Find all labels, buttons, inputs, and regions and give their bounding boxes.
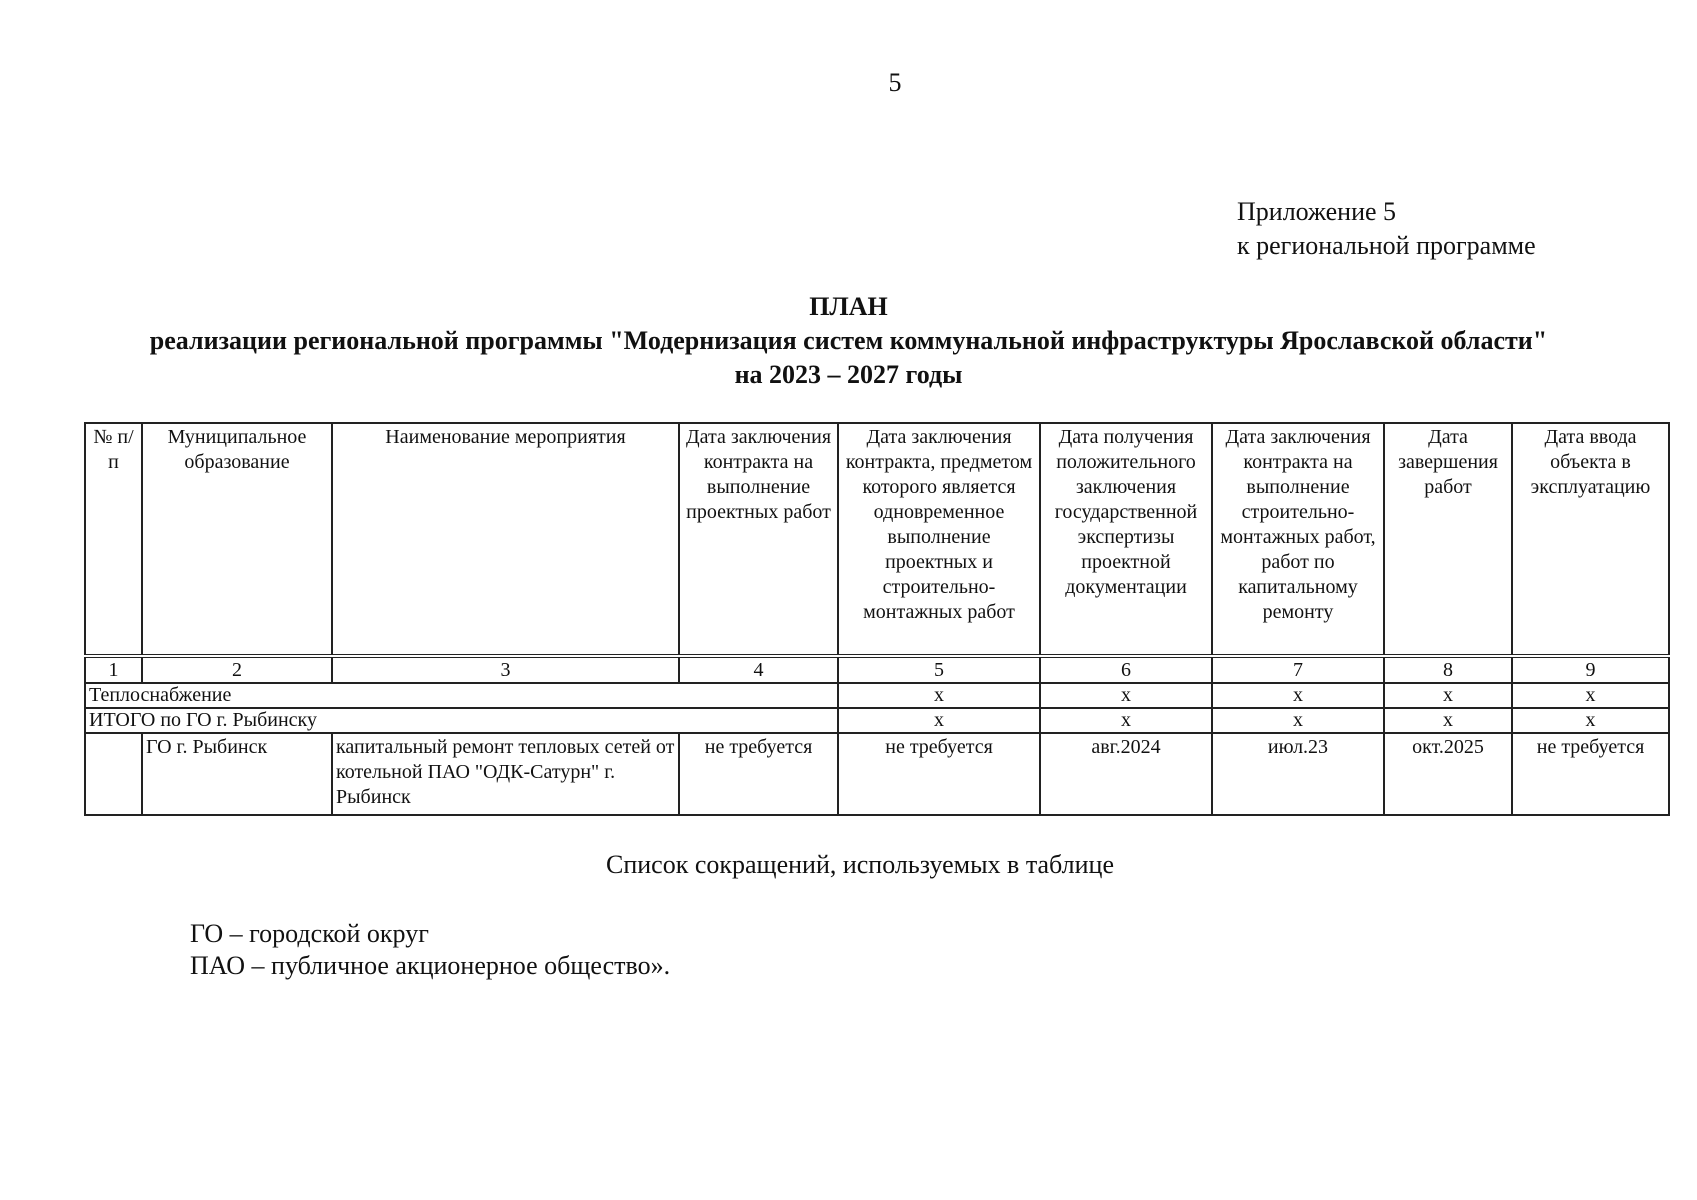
appendix-line-2: к региональной программе	[1237, 231, 1536, 260]
column-number: 3	[332, 656, 679, 683]
section-label: Теплоснабжение	[85, 683, 838, 708]
header-construction-contract-date: Дата заключения контракта на выполнение строительно-монтажных работ, работ по капитальному ремонту	[1212, 423, 1384, 656]
header-completion-date: Дата завершения работ	[1384, 423, 1512, 656]
title-line-3: на 2023 – 2027 годы	[734, 360, 963, 389]
abbreviation-item: ПАО – публичное акционерное общество».	[190, 951, 671, 980]
column-number: 7	[1212, 656, 1384, 683]
header-commissioning-date: Дата ввода объекта в эксплуатацию	[1512, 423, 1669, 656]
page-number: 5	[888, 68, 902, 97]
cell-completion-date: окт.2025	[1384, 733, 1512, 815]
table-row	[85, 733, 1669, 815]
column-number: 2	[142, 656, 332, 683]
header-combined-contract-date: Дата заключения контракта, предметом которого является одновременное выполнение проектных и строительно-монтажных работ	[838, 423, 1040, 656]
section-cell: х	[1512, 683, 1669, 708]
section-cell: х	[1384, 683, 1512, 708]
title-line-1: ПЛАН	[809, 292, 888, 321]
cell-construction-contract-date: июл.23	[1212, 733, 1384, 815]
column-number: 9	[1512, 656, 1669, 683]
abbreviations-list	[190, 918, 670, 982]
document-title	[0, 290, 1697, 392]
column-number: 6	[1040, 656, 1212, 683]
section-cell: х	[838, 683, 1040, 708]
header-event: Наименование мероприятия	[332, 423, 679, 656]
section-cell: х	[1512, 708, 1669, 733]
title-line-2: реализации региональной программы "Модернизация систем коммунальной инфраструктуры Ярославской области"	[149, 326, 1548, 355]
cell-event: капитальный ремонт тепловых сетей от котельной ПАО "ОДК-Сатурн" г. Рыбинск	[332, 733, 679, 815]
section-cell: х	[1040, 683, 1212, 708]
column-number: 5	[838, 656, 1040, 683]
section-cell: х	[1212, 683, 1384, 708]
column-number-row	[85, 656, 1669, 683]
abbreviations-title: Список сокращений, используемых в таблице	[606, 850, 1114, 879]
cell-design-contract-date: не требуется	[679, 733, 838, 815]
abbreviation-item: ГО – городской округ	[190, 919, 429, 948]
cell-expertise-date: авг.2024	[1040, 733, 1212, 815]
cell-combined-contract-date: не требуется	[838, 733, 1040, 815]
section-row-total	[85, 708, 1669, 733]
section-cell: х	[1384, 708, 1512, 733]
section-row-heat-supply	[85, 683, 1669, 708]
column-number: 8	[1384, 656, 1512, 683]
header-municipality: Муниципальное образование	[142, 423, 332, 656]
header-design-contract-date: Дата заключения контракта на выполнение проектных работ	[679, 423, 838, 656]
appendix-note	[1237, 195, 1536, 263]
section-cell: х	[1212, 708, 1384, 733]
section-cell: х	[1040, 708, 1212, 733]
column-number: 1	[85, 656, 142, 683]
cell-num	[85, 733, 142, 815]
cell-municipality: ГО г. Рыбинск	[142, 733, 332, 815]
column-number: 4	[679, 656, 838, 683]
appendix-line-1: Приложение 5	[1237, 197, 1397, 226]
section-cell: х	[838, 708, 1040, 733]
plan-table	[84, 422, 1670, 816]
header-num: № п/п	[85, 423, 142, 656]
table-header-row	[85, 423, 1669, 656]
section-label: ИТОГО по ГО г. Рыбинску	[85, 708, 838, 733]
cell-commissioning-date: не требуется	[1512, 733, 1669, 815]
header-expertise-date: Дата получения положительного заключения государственной экспертизы проектной документации	[1040, 423, 1212, 656]
